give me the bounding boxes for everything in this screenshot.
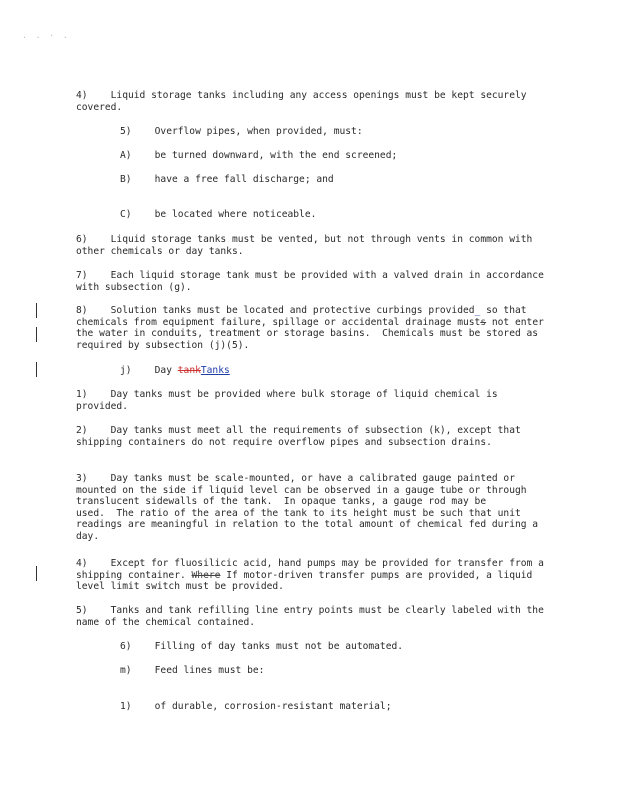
paragraph-4-tanks-covered: 4) Liquid storage tanks including any access openings must be kept securely covered. [76, 90, 527, 113]
item-b-free-fall: B) have a free fall discharge; and [120, 174, 334, 185]
paragraph-2-requirements: 2) Day tanks must meet all the requirements of subsection (k), except that shipping containers do not require overflow pipes and subsection drains. [76, 425, 521, 448]
paragraph-8-solution-tanks [76, 305, 546, 351]
inserted-text: Tanks [200, 365, 230, 376]
paragraph-5-overflow: 5) Overflow pipes, when provided, must: [120, 126, 363, 137]
item-a-turned-downward: A) be turned downward, with the end screened; [120, 150, 398, 161]
paragraph-6-filling: 6) Filling of day tanks must not be automated. [120, 641, 404, 652]
paragraph-4-text-b: If motor-driven transfer pumps are provided, a liquid level limit switch must be provided. [76, 569, 533, 593]
item-1-durable-material: 1) of durable, corrosion-resistant material; [120, 701, 392, 712]
paragraph-1-day-tanks: 1) Day tanks must be provided where bulk storage of liquid chemical is provided. [76, 389, 498, 412]
paragraph-8-text-b: so that chemicals from equipment failure, spillage or accidental drainage must [76, 305, 527, 328]
scan-artifact-mark: . . · . [22, 31, 70, 40]
insertion-mark: _ [474, 305, 481, 316]
deleted-text: s [480, 316, 487, 328]
paragraph-7-valved-drain: 7) Each liquid storage tank must be provided with a valved drain in accordance with subsection (g). [76, 270, 544, 293]
paragraph-4-text-a: 4) Except for fluosilicic acid, hand pumps may be provided for transfer from a shipping container. [76, 558, 544, 581]
revision-bar [36, 303, 37, 318]
subsection-j-label: j) Day [120, 365, 178, 376]
paragraph-6-vented: 6) Liquid storage tanks must be vented, but not through vents in common with other chemicals or day tanks. [76, 234, 533, 257]
item-c-noticeable: C) be located where noticeable. [120, 209, 317, 220]
deleted-text: tank [177, 365, 201, 376]
subsection-j-day-tanks [120, 365, 590, 377]
paragraph-5-labeling: 5) Tanks and tank refilling line entry points must be clearly labeled with the name of the chemical contained. [76, 605, 544, 628]
revision-bar [36, 566, 37, 581]
paragraph-8-text-c: not enter the water in conduits, treatment or storage basins. Chemicals must be stored as required by subsection (j)(5). [76, 316, 544, 351]
deleted-text: Where [191, 569, 221, 581]
paragraph-4-hand-pumps [76, 558, 546, 593]
revision-bar [36, 362, 37, 377]
paragraph-8-text-a: 8) Solution tanks must be located and protective curbings provided [76, 305, 475, 316]
subsection-m-feed-lines: m) Feed lines must be: [120, 665, 265, 676]
revision-bar [36, 327, 37, 342]
paragraph-3-scale-mounted: 3) Day tanks must be scale-mounted, or have a calibrated gauge painted or mounted on the side if liquid level can be observed in a gauge tube or through translucent sidewalls of the tank. In opaque tanks, a gauge rod may be used. The ratio of the area of the tank to its height must be such that unit readings are meaningful in relation to the total amount of chemical fed during a day. [76, 473, 539, 542]
